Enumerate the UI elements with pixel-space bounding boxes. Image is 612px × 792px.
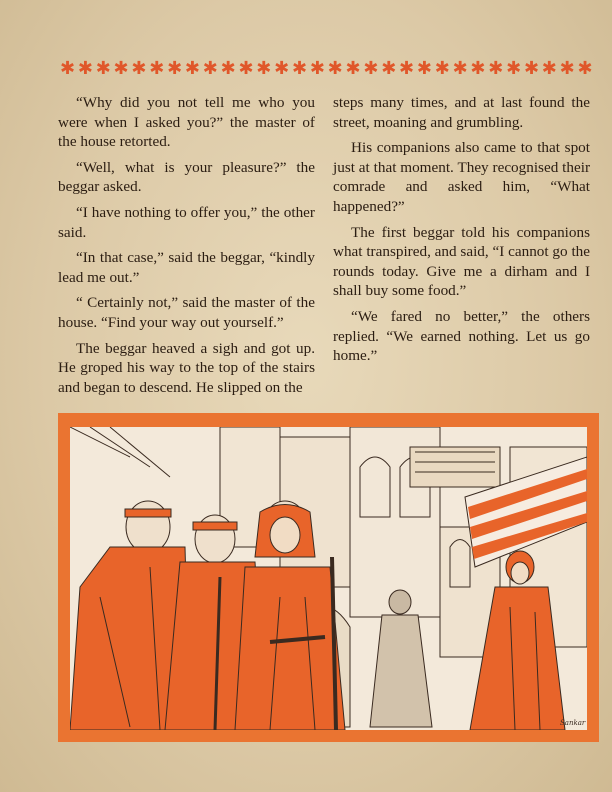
border-ornament: ✱ xyxy=(167,58,182,78)
border-ornament: ✱ xyxy=(220,58,235,78)
border-ornament: ✱ xyxy=(291,58,307,78)
right-text-column xyxy=(333,93,590,372)
border-ornament: ✱ xyxy=(345,58,360,78)
border-ornament: ✱ xyxy=(309,58,324,78)
border-ornament: ✱ xyxy=(363,58,378,78)
border-ornament: ✱ xyxy=(559,58,574,78)
border-ornament: ✱ xyxy=(434,58,449,78)
border-ornament: ✱ xyxy=(523,58,539,78)
border-ornament: ✱ xyxy=(131,58,146,78)
border-ornament: ✱ xyxy=(381,58,396,78)
border-ornament: ✱ xyxy=(577,58,592,78)
border-ornament: ✱ xyxy=(95,58,110,78)
paragraph: “We fared no better,” the others replied. “We earned nothing. Let us go home.” xyxy=(333,307,590,365)
paragraph: “Why did you not tell me who you were when I asked you?” the master of the house retorted. xyxy=(58,94,315,151)
border-ornament: ✱ xyxy=(256,58,271,78)
paragraph: “I have nothing to offer you,” the other said. xyxy=(58,203,315,241)
border-ornament: ✱ xyxy=(149,58,164,78)
paragraph: His companions also came to that spot just at that moment. They recognised their comrade and asked him, “What happened?” xyxy=(333,139,590,215)
border-ornament: ✱ xyxy=(77,58,92,78)
border-ornament: ✱ xyxy=(202,58,217,78)
border-ornament: ✱ xyxy=(184,58,199,78)
illustration-beggars-in-street xyxy=(70,427,587,730)
paragraph: “ Certainly not,” said the master of the house. “Find your way out yourself.” xyxy=(58,294,315,331)
artist-signature: Sankar xyxy=(560,719,586,727)
paragraph: The beggar heaved a sigh and got up. He groped his way to the top of the stairs and began to descend. He slipped on the xyxy=(58,339,315,396)
paragraph: steps many times, and at last found the street, moaning and grumbling. xyxy=(333,94,590,131)
border-ornament: ✱ xyxy=(274,58,289,78)
border-ornament: ✱ xyxy=(506,58,521,78)
border-ornament: ✱ xyxy=(399,58,414,78)
paragraph: “Well, what is your pleasure?” the beggar asked. xyxy=(58,158,315,196)
border-ornament: ✱ xyxy=(60,58,75,78)
paragraph: The first beggar told his companions what transpired, and said, “I cannot go the rounds today. Give me a dirham and I shall buy some food.” xyxy=(333,223,590,300)
border-ornament: ✱ xyxy=(327,58,342,78)
border-ornament: ✱ xyxy=(452,58,467,78)
border-ornament: ✱ xyxy=(470,58,485,78)
border-ornament: ✱ xyxy=(113,58,128,78)
border-ornament: ✱ xyxy=(416,58,431,78)
border-ornament: ✱ xyxy=(488,58,503,78)
decorative-border xyxy=(60,58,592,78)
border-ornament: ✱ xyxy=(238,58,253,78)
illustration-frame xyxy=(58,413,599,742)
paragraph: “In that case,” said the beggar, “kindly lead me out.” xyxy=(58,249,315,286)
left-text-column xyxy=(58,93,315,403)
border-ornament: ✱ xyxy=(541,58,556,78)
